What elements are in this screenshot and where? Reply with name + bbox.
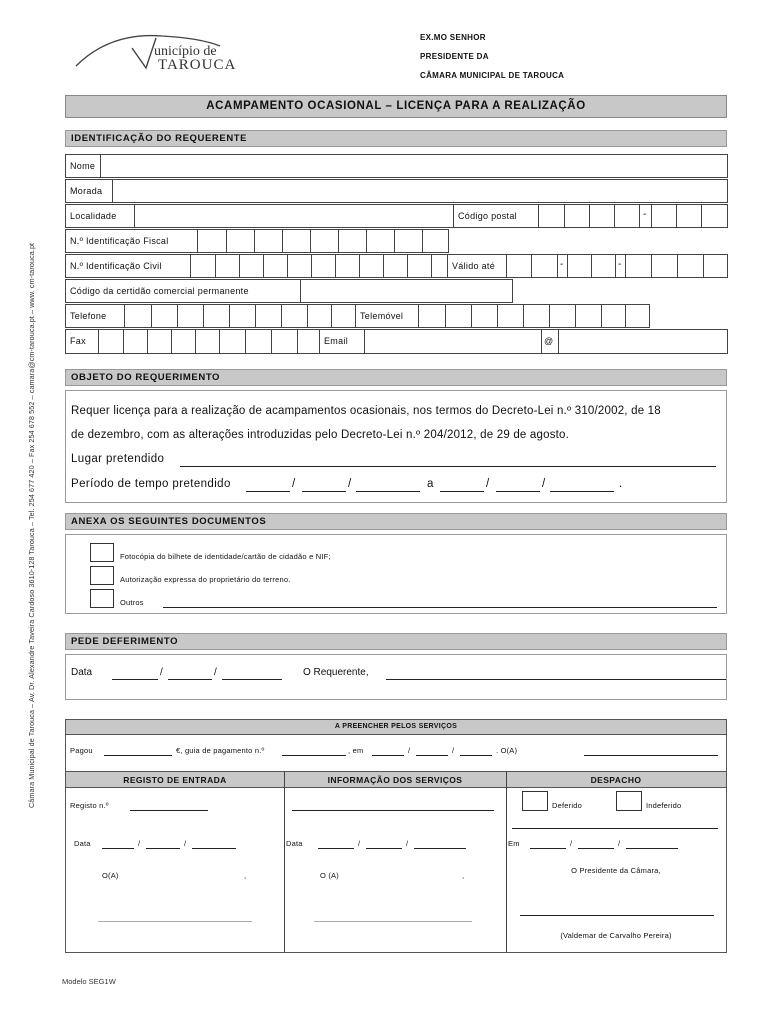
col2-data-dia[interactable]: [318, 848, 354, 849]
periodo-end-month[interactable]: [496, 491, 540, 492]
pede-requerente-signature[interactable]: [386, 679, 726, 680]
indeferido-label: Indeferido: [646, 801, 682, 810]
periodo-slash-4: /: [542, 478, 546, 490]
fax-label: Fax: [70, 336, 86, 346]
anexa-box: [65, 534, 727, 614]
nome-label: Nome: [70, 161, 96, 171]
pede-data-label: Data: [71, 667, 93, 678]
codigo-postal-input[interactable]: [538, 204, 728, 228]
valido-dash-2: -: [618, 259, 622, 270]
col1-slash-2: /: [184, 839, 187, 848]
periodo-label: Período de tempo pretendido: [71, 478, 231, 490]
col1-data-dia[interactable]: [102, 848, 134, 849]
footer-model: Modelo SEG1W: [62, 977, 116, 986]
oa-label: . O(A): [496, 746, 518, 755]
col1-comma: ,: [244, 871, 247, 880]
periodo-start-year[interactable]: [356, 491, 420, 492]
col3-data-ano[interactable]: [626, 848, 678, 849]
nome-row: [65, 154, 727, 178]
telemovel-input[interactable]: [418, 304, 650, 328]
lugar-label: Lugar pretendido: [71, 453, 165, 465]
col-despacho-header: DESPACHO: [590, 775, 642, 785]
periodo-slash-2: /: [348, 478, 352, 490]
anexo-2-label: Autorização expressa do proprietário do terreno.: [120, 575, 291, 584]
guia-label: €, guia de pagamento n.º: [176, 746, 265, 755]
email-label: Email: [324, 336, 349, 346]
recipient-block: [420, 28, 564, 85]
col2-comma: ,: [462, 871, 465, 880]
col1-data-ano[interactable]: [192, 848, 236, 849]
pagou-slash-1: /: [408, 746, 411, 755]
pagou-valor-input[interactable]: [104, 755, 172, 756]
email-input-domain[interactable]: [558, 329, 728, 354]
anexo-3-label: Outros: [120, 598, 144, 607]
identification-grid: [65, 154, 727, 356]
anexo-3-checkbox[interactable]: [90, 589, 114, 608]
anexo-1-label: Fotocópia do bilhete de identidade/cartão de cidadão e NIF;: [120, 552, 331, 561]
nic-label: N.º Identificação Civil: [70, 261, 162, 271]
registo-numero-input[interactable]: [130, 810, 208, 811]
fax-input[interactable]: [98, 329, 320, 354]
pagou-mes-input[interactable]: [416, 755, 448, 756]
objeto-text-line2: de dezembro, com as alterações introduzidas pelo Decreto-Lei n.º 204/2012, de 29 de agosto.: [71, 429, 570, 441]
section-identificacao: IDENTIFICAÇÃO DO REQUERENTE: [65, 130, 727, 147]
registo-label: Registo n.º: [70, 801, 109, 810]
periodo-start-month[interactable]: [302, 491, 346, 492]
localidade-input[interactable]: [134, 204, 454, 228]
col2-data-mes[interactable]: [366, 848, 402, 849]
col-informacao-header: INFORMAÇÃO DOS SERVIÇOS: [327, 775, 463, 785]
periodo-a: a: [427, 478, 434, 490]
morada-label: Morada: [70, 186, 103, 196]
col2-slash-2: /: [406, 839, 409, 848]
pede-data-month[interactable]: [168, 679, 212, 680]
pede-requerente-label: O Requerente,: [303, 667, 369, 678]
periodo-dot: .: [619, 478, 623, 490]
recipient-line3: CÂMARA MUNICIPAL DE TAROUCA: [420, 71, 565, 80]
despacho-input[interactable]: [512, 828, 718, 829]
anexo-1-checkbox[interactable]: [90, 543, 114, 562]
localidade-label: Localidade: [70, 211, 117, 221]
lugar-input[interactable]: [180, 466, 716, 467]
nif-input[interactable]: [197, 229, 449, 253]
telefone-input[interactable]: [124, 304, 356, 328]
section-anexa: ANEXA OS SEGUINTES DOCUMENTOS: [65, 513, 727, 530]
anexo-2-checkbox[interactable]: [90, 566, 114, 585]
informacao-input[interactable]: [292, 810, 494, 811]
nic-row: [65, 254, 727, 278]
recipient-line1: EX.MO SENHOR: [420, 33, 486, 42]
col3-em-label: Em: [508, 839, 520, 848]
recipient-line2: PRESIDENTE DA: [420, 52, 489, 61]
servicos-header-label: A PREENCHER PELOS SERVIÇOS: [334, 723, 458, 730]
pede-data-day[interactable]: [112, 679, 158, 680]
pede-data-year[interactable]: [222, 679, 282, 680]
form-title: ACAMPAMENTO OCASIONAL – LICENÇA PARA A REALIZAÇÃO: [65, 95, 727, 118]
codigo-postal-dash: -: [643, 209, 647, 220]
nic-input[interactable]: [190, 254, 448, 278]
col2-data-label: Data: [286, 839, 303, 848]
col3-data-mes[interactable]: [578, 848, 614, 849]
localidade-row: [65, 204, 727, 228]
logo-line2: TAROUCA: [158, 57, 237, 73]
pede-slash-1: /: [160, 667, 163, 678]
periodo-slash-1: /: [292, 478, 296, 490]
col3-slash-1: /: [570, 839, 573, 848]
presidente-nome: (Valdemar de Carvalho Pereira): [560, 931, 672, 940]
objeto-text-line1: Requer licença para a realização de acampamentos ocasionais, nos termos do Decreto-Lei n.º 310/2002, de 18: [71, 405, 661, 417]
pede-slash-2: /: [214, 667, 217, 678]
pagou-dia-input[interactable]: [372, 755, 404, 756]
em-label: , em: [348, 746, 364, 755]
email-input-user[interactable]: [364, 329, 542, 354]
pagou-slash-2: /: [452, 746, 455, 755]
col3-slash-2: /: [618, 839, 621, 848]
valido-ate-label: Válido até: [452, 261, 496, 271]
col2-oa-label: O (A): [320, 871, 339, 880]
col2-slash-1: /: [358, 839, 361, 848]
deferido-checkbox[interactable]: [522, 791, 548, 811]
side-contact-text: Câmara Municipal de Tarouca – Av. Dr. Alexandre Taveira Cardoso 3610-128 Tarouca – Tel. 254 677 420 – Fax 254 678 552 – camara@cm-tarouca.pt – www. cm-tarouca.pt: [27, 242, 36, 808]
morada-input[interactable]: [112, 179, 728, 203]
deferido-label: Deferido: [552, 801, 582, 810]
guia-numero-input[interactable]: [282, 755, 346, 756]
pagou-ano-input[interactable]: [460, 755, 492, 756]
col2-data-ano[interactable]: [414, 848, 466, 849]
col-registo-header: REGISTO DE ENTRADA: [123, 775, 227, 785]
telefone-label: Telefone: [70, 311, 107, 321]
col1-data-label: Data: [74, 839, 91, 848]
col1-signature-input[interactable]: [98, 921, 252, 922]
oa-signature-input[interactable]: [584, 755, 718, 756]
periodo-end-year[interactable]: [550, 491, 614, 492]
logo-line1: unicípio de: [154, 44, 217, 59]
certidao-input[interactable]: [300, 279, 513, 303]
nif-label: N.º Identificação Fiscal: [70, 236, 169, 246]
periodo-end-day[interactable]: [440, 491, 484, 492]
email-at-sign: @: [544, 336, 554, 346]
section-objeto: OBJETO DO REQUERIMENTO: [65, 369, 727, 386]
col1-slash-1: /: [138, 839, 141, 848]
servicos-header: [66, 720, 726, 735]
col1-oa-label: O(A): [102, 871, 119, 880]
fax-row: [65, 329, 727, 354]
col2-signature-input[interactable]: [314, 921, 472, 922]
objeto-box: [65, 390, 727, 503]
section-pede: PEDE DEFERIMENTO: [65, 633, 727, 650]
periodo-start-day[interactable]: [246, 491, 290, 492]
indeferido-checkbox[interactable]: [616, 791, 642, 811]
nif-row: [65, 229, 448, 253]
valido-dash-1: -: [560, 259, 564, 270]
telemovel-label: Telemóvel: [360, 311, 404, 321]
certidao-label: Código da certidão comercial permanente: [70, 286, 249, 296]
presidente-label: O Presidente da Câmara,: [571, 866, 661, 875]
codigo-postal-label: Código postal: [458, 211, 517, 221]
pede-box: [65, 654, 727, 700]
municipality-logo: [70, 24, 270, 76]
morada-row: [65, 179, 727, 203]
col1-data-mes[interactable]: [146, 848, 180, 849]
telefone-row: [65, 304, 649, 328]
servicos-block: [65, 719, 727, 953]
pagou-label: Pagou: [70, 746, 93, 755]
nome-input[interactable]: [100, 154, 728, 178]
valido-ate-input[interactable]: [506, 254, 728, 278]
periodo-slash-3: /: [486, 478, 490, 490]
certidao-row: [65, 279, 512, 303]
col3-data-dia[interactable]: [530, 848, 566, 849]
presidente-signature-input[interactable]: [520, 915, 714, 916]
anexo-outros-input[interactable]: [163, 607, 717, 608]
